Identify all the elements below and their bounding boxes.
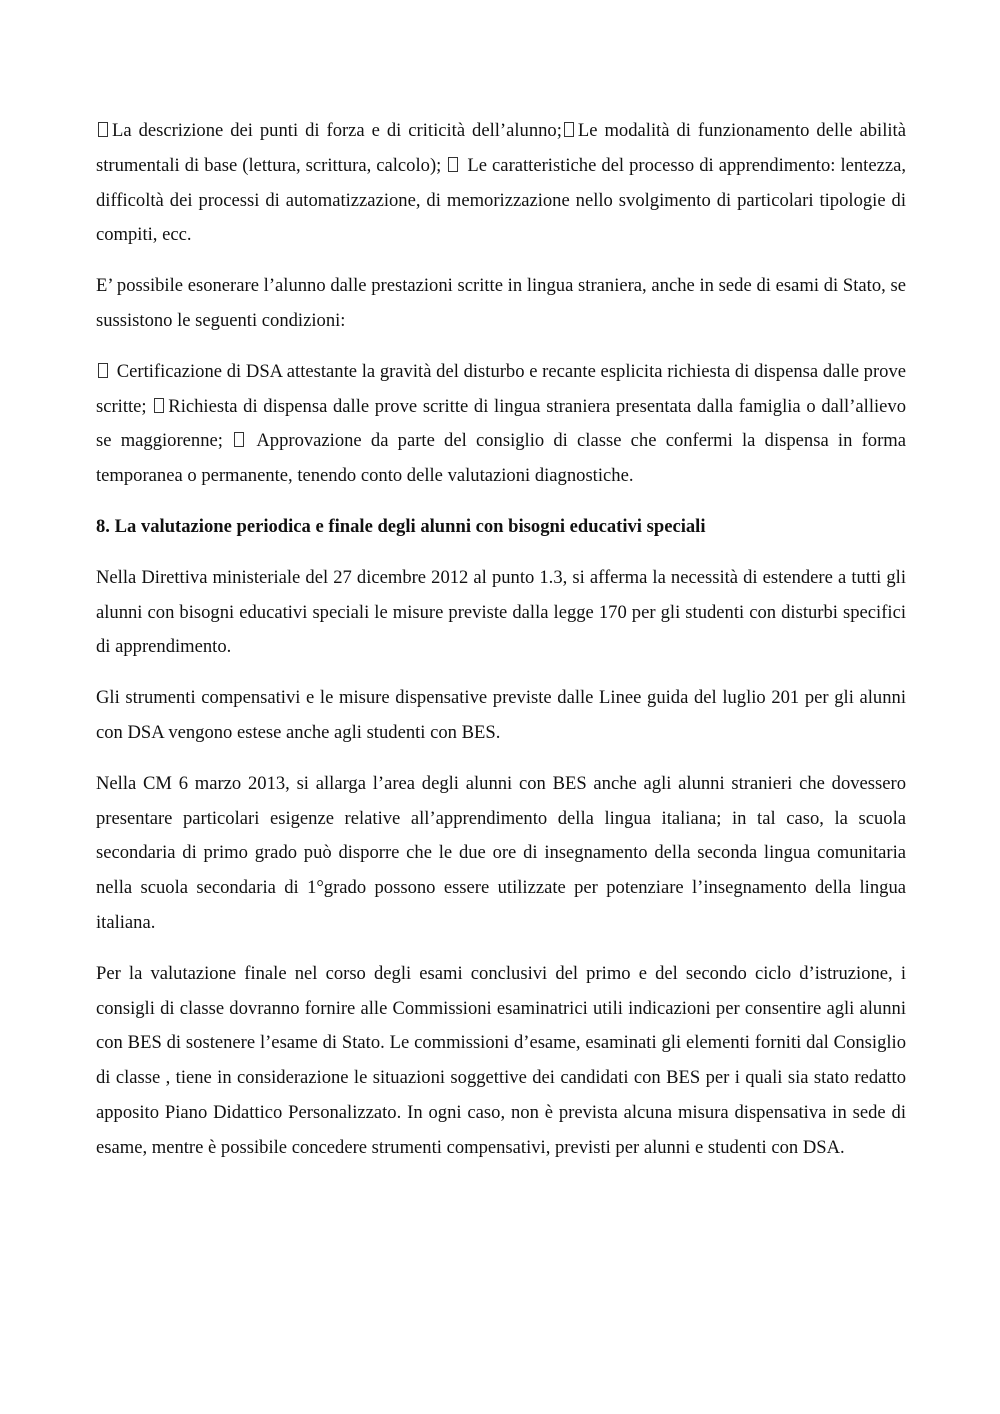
paragraph-pdp-elements <box>96 114 906 253</box>
checkbox-glyph-icon <box>564 122 574 137</box>
checkbox-glyph-icon <box>98 122 108 137</box>
list-item: Approvazione da parte del consiglio di classe che confermi la dispensa in forma temporanea o permanente, tenendo conto delle valutazioni diagnostiche. <box>96 430 906 487</box>
list-item: Richiesta di dispensa dalle prove scritte di lingua straniera presentata dalla famiglia o dall’allievo se maggiorenne; <box>96 395 907 452</box>
document-page <box>96 114 906 1182</box>
checkbox-glyph-icon <box>448 157 458 172</box>
checkbox-glyph-icon <box>98 363 108 378</box>
paragraph-valutazione-finale: Per la valutazione finale nel corso degli esami conclusivi del primo e del secondo ciclo d’istruzione, i consigli di classe dovranno fornire alle Commissioni esaminatrici utili indicazioni per consentire agli alunni con BES di sostenere l’esame di Stato. Le commissioni d’esame, esaminati gli elementi forniti dal Consiglio di classe , tiene in considerazione le situazioni soggettive dei candidati con BES per i quali sia stato redatto apposito Piano Didattico Personalizzato. In ogni caso, non è prevista alcuna misura dispensativa in sede di esame, mentre è possibile concedere strumenti compensativi, previsti per alunni e studenti con DSA. <box>96 962 906 1158</box>
paragraph-conditions <box>96 355 906 494</box>
checkbox-glyph-icon <box>234 432 244 447</box>
list-item: Le modalità di funzionamento delle abilità strumentali di base (lettura, scrittura, calcolo); <box>96 120 906 176</box>
section-heading: 8. La valutazione periodica e finale degli alunni con bisogni educativi speciali <box>96 515 706 537</box>
list-item: Le caratteristiche del processo di apprendimento: lentezza, difficoltà dei processi di automatizzazione, di memorizzazione nello svolgimento di particolari tipologie di compiti, ecc. <box>96 154 906 246</box>
paragraph-cm: Nella CM 6 marzo 2013, si allarga l’area degli alunni con BES anche agli alunni stranieri che dovessero presentare particolari esigenze relative all’apprendimento della lingua italiana; in tal caso, la scuola secondaria di primo grado può disporre che le due ore di insegnamento della seconda lingua comunitaria nella scuola secondaria di 1°grado possono essere utilizzate per potenziare l’insegnamento della lingua italiana. <box>96 772 906 933</box>
list-item: Certificazione di DSA attestante la gravità del disturbo e recante esplicita richiesta di dispensa dalle prove scritte; <box>96 360 906 417</box>
checkbox-glyph-icon <box>154 398 164 413</box>
paragraph-strumenti: Gli strumenti compensativi e le misure dispensative previste dalle Linee guida del luglio 201 per gli alunni con DSA vengono estese anche agli studenti con BES. <box>96 687 906 743</box>
paragraph-direttiva: Nella Direttiva ministeriale del 27 dicembre 2012 al punto 1.3, si afferma la necessità di estendere a tutti gli alunni con bisogni educativi speciali le misure previste dalla legge 170 per gli studenti con disturbi specifici di apprendimento. <box>96 566 906 658</box>
paragraph-esonero: E’ possibile esonerare l’alunno dalle prestazioni scritte in lingua straniera, anche in sede di esami di Stato, se sussistono le seguenti condizioni: <box>96 275 906 331</box>
list-item: La descrizione dei punti di forza e di criticità dell’alunno; <box>112 120 562 141</box>
